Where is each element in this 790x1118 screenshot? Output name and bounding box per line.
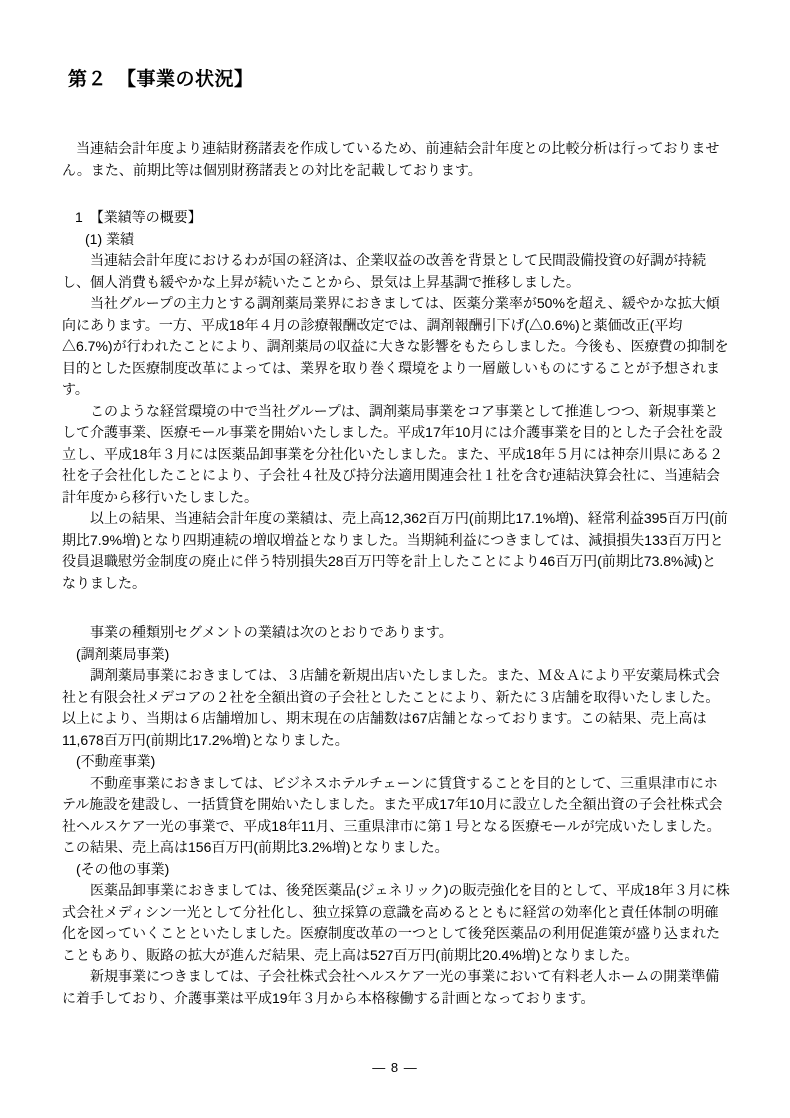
section-heading: 1 【業績等の概要】: [75, 209, 202, 225]
intro-paragraph: 当連結会計年度より連結財務諸表を作成しているため、前連結会計年度との比較分析は行っておりません。また、前期比等は個別財務諸表との対比を記載しております。: [62, 140, 720, 178]
page-number: ― 8 ―: [372, 1059, 418, 1075]
paragraph-pharmacy: 調剤薬局事業におきましては、３店舗を新規出店いたしました。また、Ｍ＆Ａにより平安薬局株式会社と有限会社メデコアの２社を全額出資の子会社としたことにより、新たに３店舗を取得いたしました。以上により、当期は６店舗増加し、期末現在の店舗数は67店舗となっております。この結果、売上高は11,678百万円(前期比17.2%増)となりました。: [62, 667, 720, 748]
paragraph-new-business: 新規事業につきましては、子会社株式会社ヘルスケア一光の事業において有料老人ホームの開業準備に着手しており、介護事業は平成19年３月から本格稼働する計画となっております。: [62, 968, 720, 1006]
paragraph-other: 医薬品卸事業におきましては、後発医薬品(ジェネリック)の販売強化を目的として、平成18年３月に株式会社メディシン一光として分社化し、独立採算の意識を高めるとともに経営の効率化と責任体制の明確化を図っていくことといたしました。医療制度改革の一つとして後発医薬品の利用促進策が盛り込まれたこともあり、販路の拡大が進んだ結果、売上高は527百万円(前期比20.4%増)となりました。: [62, 882, 730, 963]
segment-label-pharmacy: (調剤薬局事業): [76, 645, 170, 662]
paragraph-group-strategy: このような経営環境の中で当社グループは、調剤薬局事業をコア事業として推進しつつ、新規事業として介護事業、医療モール事業を開始いたしました。平成17年10月には介護事業を目的とした子会社を設立し、平成18年３月には医薬品卸事業を分社化いたしました。また、平成18年５月には神奈川県にある２社を子会社化したことにより、子会社４社及び持分法適用関連会社１社を含む連結決算会社に、当連結会計年度から移行いたしました。: [62, 402, 724, 505]
segment-label-other: (その他の事業): [76, 860, 170, 877]
subsection-heading: (1) 業績: [85, 230, 134, 247]
paragraph-results: 以上の結果、当連結会計年度の業績は、売上高12,362百万円(前期比17.1%増)、経常利益395百万円(前期比7.9%増)となり四期連続の増収増益となりました。当期純利益につきましては、減損損失133百万円と役員退職慰労金制度の廃止に伴う特別損失28百万円等を計上したことにより46百万円(前期比73.8%減)となりました。: [62, 510, 728, 591]
paragraph-segments-intro: 事業の種類別セグメントの業績は次のとおりであります。: [90, 624, 453, 640]
paragraph-industry: 当社グループの主力とする調剤薬局業界におきましては、医薬分業率が50%を超え、緩やかな拡大傾向にあります。一方、平成18年４月の診療報酬改定では、調剤報酬引下げ(△0.6%)と薬価改正(平均△6.7%)が行われたことにより、調剤薬局の収益に大きな影響をもたらしました。今後も、医療費の抑制を目的とした医療制度改革によっては、業界を取り巻く環境をより一層厳しいものにすることが予想されます。: [62, 295, 729, 397]
segment-label-real-estate: (不動産事業): [76, 753, 156, 769]
paragraph-economy: 当連結会計年度におけるわが国の経済は、企業収益の改善を背景として民間設備投資の好調が持続し、個人消費も緩やかな上昇が続いたことから、景気は上昇基調で推移しました。: [62, 252, 706, 290]
paragraph-real-estate: 不動産事業におきましては、ビジネスホテルチェーンに賃貸することを目的として、三重県津市にホテル施設を建設し、一括賃貸を開始いたしました。また平成17年10月に設立した全額出資の子会社株式会社ヘルスケア一光の事業で、平成18年11月、三重県津市に第１号となる医療モールが完成いたしました。この結果、売上高は156百万円(前期比3.2%増)となりました。: [62, 774, 723, 855]
page-title: 第２ 【事業の状況】: [68, 69, 254, 90]
